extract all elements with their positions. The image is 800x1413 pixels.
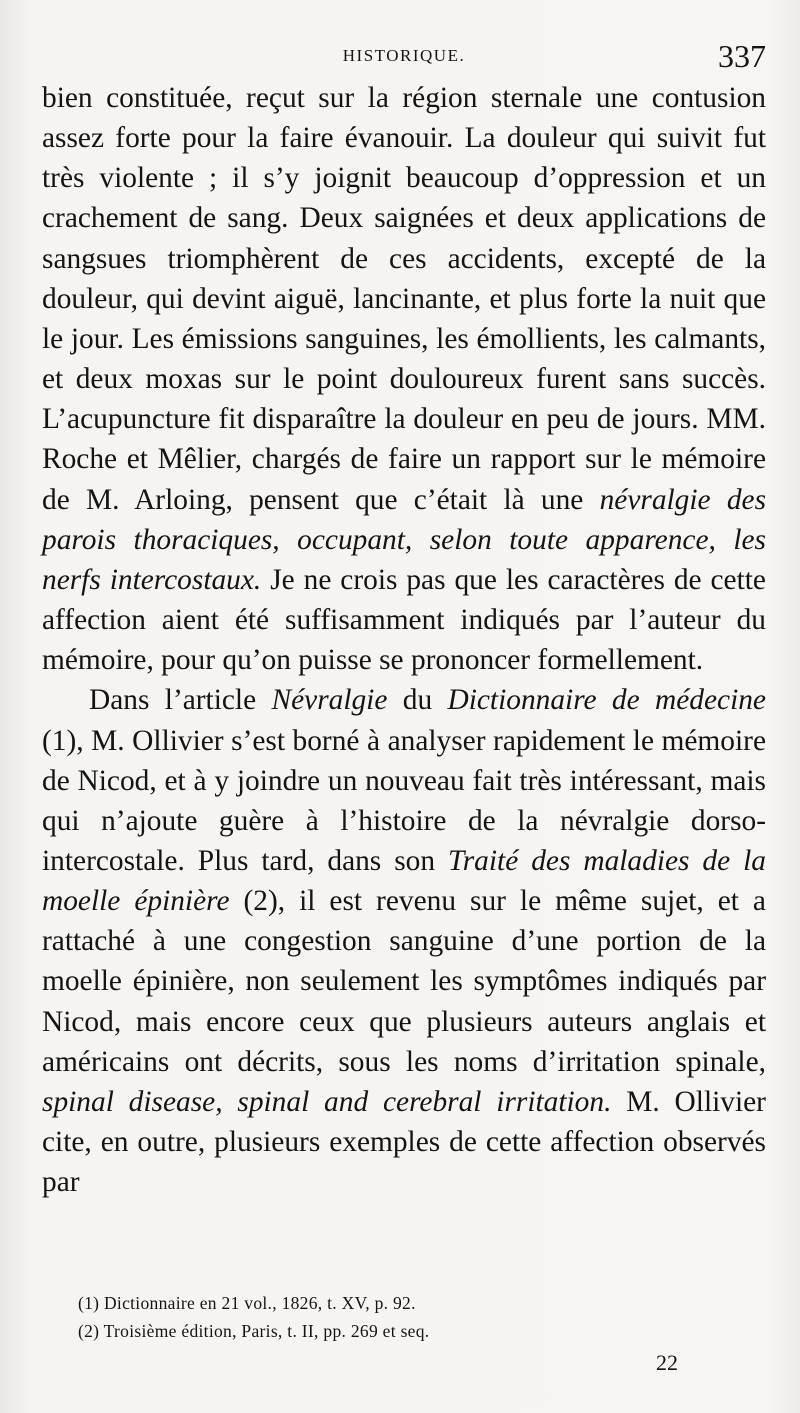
p2-italic-dictionary: Dictionnaire de médecine bbox=[447, 684, 766, 717]
p2-text-e: M. Ollivier cite, en outre, plusieurs exemples de cette affection observés par bbox=[42, 1085, 766, 1199]
paragraph-1 bbox=[42, 78, 766, 680]
p2-italic-terms: spinal disease, spinal and cerebral irritation. bbox=[42, 1085, 612, 1118]
signature-mark: 22 bbox=[656, 1350, 678, 1375]
p2-text-c: (1), M. Ollivier s’est borné à analyser rapidement le mémoire de Nicod, et à y joindre un nouveau fait très intéressant, mais qui n’ajoute guère à l’histoire de la névralgie dorso-intercostale. Plus tard, dans son bbox=[42, 724, 766, 877]
p2-italic-treatise: Traité des maladies de la moelle épinière bbox=[42, 844, 766, 918]
paragraph-2 bbox=[42, 680, 766, 1202]
footnotes bbox=[78, 1289, 758, 1345]
body-text bbox=[42, 78, 766, 1202]
p1-text-a: bien constituée, reçut sur la région sternale une contusion assez forte pour la faire évanouir. La douleur qui suivit fut très violente ; il s’y joignit beaucoup d’oppression et un crachement de sang. Deux saignées et deux applications de sangsues triomphèrent de ces accidents, excepté de la douleur, qui devint aiguë, lancinante, et plus forte la nuit que le jour. Les émissions sanguines, les émollients, les calmants, et deux moxas sur le point douloureux furent sans succès. L’acupuncture fit disparaître la douleur en peu de jours. MM. Roche et Mêlier, chargés de faire un rapport sur le mémoire de M. Arloing, pensent que c’était là une bbox=[42, 82, 766, 516]
footnote-2: (2) Troisième édition, Paris, t. II, pp. 269 et seq. bbox=[78, 1321, 430, 1341]
page-number: 337 bbox=[718, 38, 766, 74]
footnote-1: (1) Dictionnaire en 21 vol., 1826, t. XV, p. 92. bbox=[78, 1293, 416, 1313]
p1-italic-phrase: névralgie des parois thoraciques, occupant, selon toute apparence, les nerfs intercostaux. bbox=[42, 483, 767, 596]
p1-text-b: Je ne crois pas que les caractères de cette affection aient été suffisamment indiqués par l’auteur du mémoire, pour qu’on puisse se prononcer formellement. bbox=[42, 563, 766, 677]
p2-text-b: du bbox=[402, 684, 433, 717]
p2-text-d: (2), il est revenu sur le même sujet, et a rattaché à une congestion sanguine d’une portion de la moelle épinière, non seulement les symptômes indiqués par Nicod, mais encore ceux que plusieurs auteurs anglais et américains ont décrits, sous les noms d’irritation spinale, bbox=[42, 885, 766, 1078]
p2-italic-article: Névralgie bbox=[271, 684, 388, 717]
page-header bbox=[42, 38, 766, 78]
p2-text-a: Dans l’article bbox=[89, 684, 257, 717]
running-head: HISTORIQUE. bbox=[342, 46, 466, 65]
